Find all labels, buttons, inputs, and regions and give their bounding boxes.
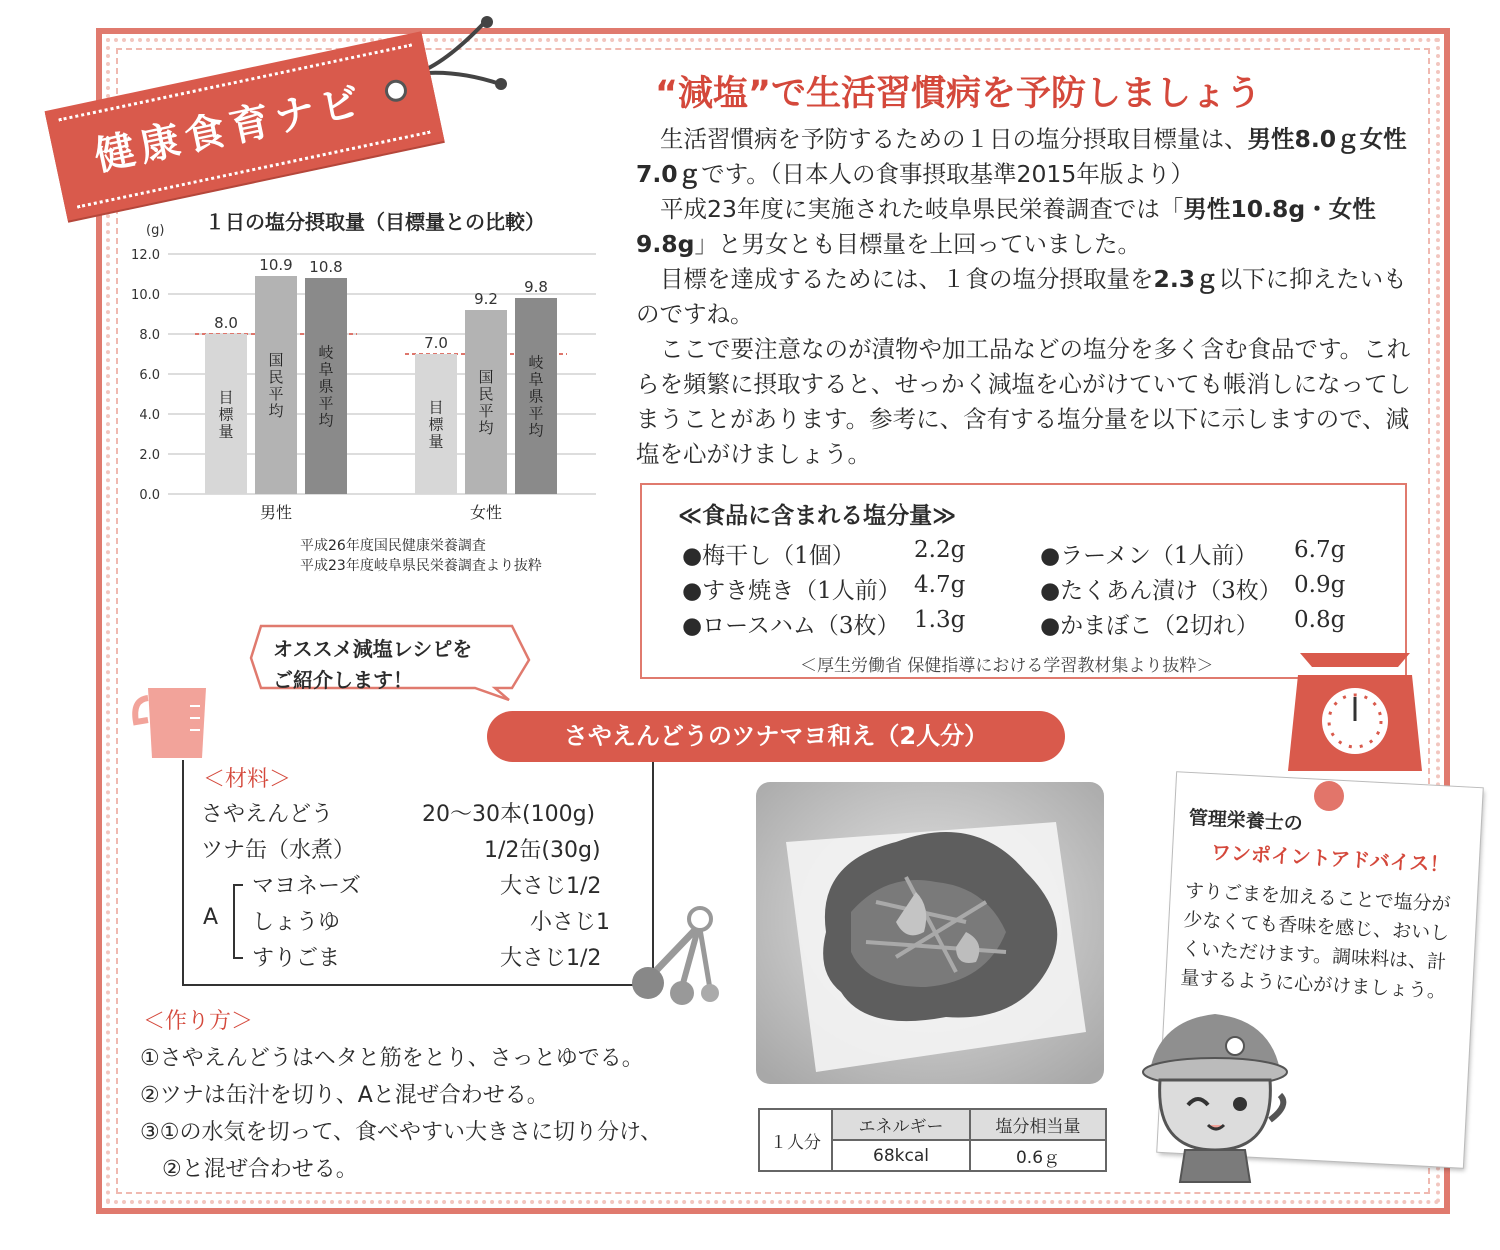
food-item: ●ラーメン（1人前） xyxy=(1040,543,1258,569)
data-label: 8.0 xyxy=(214,314,238,332)
salt-intake-chart xyxy=(120,218,610,528)
y-tick-label: 10.0 xyxy=(131,288,160,303)
series-name-label: 平 xyxy=(528,404,544,423)
series-name-label: 県 xyxy=(318,377,334,396)
series-name-label: 国 xyxy=(268,351,284,369)
series-name-label: 岐 xyxy=(318,343,334,362)
food-item-value: 1.3g xyxy=(914,607,966,633)
ingredient-qty: 20〜30本(100g) xyxy=(422,802,596,827)
food-item: ●すき焼き（1人前） xyxy=(682,578,901,604)
recipe-title: さやえんどうのツナマヨ和え（2人分） xyxy=(487,711,1065,762)
method-steps xyxy=(140,1040,662,1188)
series-name-label: 平 xyxy=(478,402,494,420)
serving-label: １人分 xyxy=(759,1109,832,1171)
x-category-label: 女性 xyxy=(469,503,503,522)
data-label: 9.8 xyxy=(524,278,548,296)
nutrition-table xyxy=(758,1108,1107,1172)
y-tick-label: 4.0 xyxy=(139,408,160,423)
series-name-label: 岐 xyxy=(528,353,544,372)
y-tick-label: 2.0 xyxy=(139,448,160,463)
food-item: ●たくあん漬け（3枚） xyxy=(1040,578,1282,604)
step: ②と混ぜ合わせる。 xyxy=(140,1157,358,1182)
mascot-fox-icon xyxy=(1130,1000,1300,1185)
data-label: 7.0 xyxy=(424,334,448,352)
food-item-value: 4.7g xyxy=(914,572,966,598)
series-name-label: 国 xyxy=(478,368,494,386)
series-name-label: 均 xyxy=(528,421,544,440)
food-item-value: 2.2g xyxy=(914,537,966,563)
salt-value: 0.6ｇ xyxy=(970,1140,1106,1171)
y-tick-label: 0.0 xyxy=(139,488,160,503)
intro-text: 生活習慣病を予防するための１日の塩分摂取目標量は、男性8.0ｇ女性7.0ｇです。（日本人の食事摂取基準2015年版より） 平成23年度に実施された岐阜県民栄養調査では「男性10.8g・女性9.8g」と男女とも目標量を上回っていました。 目標を達成するためには、１食の塩分摂取量を2.3ｇ以下に抑えたいものですね。 ここで要注意なのが漬物や加工品などの塩分を多く含む食品です。これらを頻繁に摂取すると、せっかく減塩を心がけていても帳消しになってしまうことがあります。参考に、含有する塩分量を以下に示しますので、減塩を心がけましょう。 xyxy=(636,125,1412,468)
series-name-label: 阜 xyxy=(318,360,334,379)
y-axis-unit: (g) xyxy=(146,223,165,238)
ingredient-qty: 大さじ1/2 xyxy=(500,874,602,899)
tag-title: 健康食育ナビ xyxy=(90,77,371,181)
advice-body: すりごまを加えることで塩分が少なくても香味を感じ、おいしくいただけます。調味料は、計量するように心がけましょう。 xyxy=(1179,879,1452,1003)
food-item-value: 0.8g xyxy=(1294,607,1346,633)
series-name-label: 目 xyxy=(218,388,234,407)
series-name-label: 目 xyxy=(428,398,444,417)
series-name-label: 標 xyxy=(218,405,234,424)
y-tick-label: 8.0 xyxy=(139,328,160,343)
food-box-note: ＜厚生労働省 保健指導における学習教材集より抜粋＞ xyxy=(800,656,1214,676)
data-label: 10.8 xyxy=(309,258,343,276)
measuring-spoons-icon xyxy=(630,905,725,1007)
ingredient-qty: 大さじ1/2 xyxy=(500,946,602,971)
food-item: ●かまぼこ（2切れ） xyxy=(1040,613,1259,639)
series-name-label: 平 xyxy=(318,394,334,413)
chart-title: １日の塩分摂取量（目標量との比較） xyxy=(205,210,545,234)
y-tick-label: 6.0 xyxy=(139,368,160,383)
series-name-label: 均 xyxy=(478,419,494,437)
series-name-label: 均 xyxy=(268,402,284,420)
series-name-label: 阜 xyxy=(528,370,544,389)
food-box-title: ≪食品に含まれる塩分量≫ xyxy=(678,503,957,529)
ingredient-name: マヨネーズ xyxy=(252,874,361,899)
food-item: ●ロースハム（3枚） xyxy=(682,613,900,639)
kitchen-scale-icon xyxy=(1280,643,1430,775)
chart-source: 平成26年度国民健康栄養調査 平成23年度岐阜県民栄養調査より抜粋 xyxy=(300,538,542,574)
ingredient-name: さやえんどう xyxy=(201,802,334,827)
series-name-label: 量 xyxy=(218,422,234,441)
data-label: 10.9 xyxy=(259,256,293,274)
series-name-label: 平 xyxy=(268,385,284,403)
group-bracket xyxy=(233,884,243,959)
bubble-text: オススメ減塩レシピを ご紹介します！ xyxy=(273,637,473,692)
food-item-value: 6.7g xyxy=(1294,537,1346,563)
series-name-label: 標 xyxy=(428,415,444,434)
headline: “減塩”で生活習慣病を予防しましょう xyxy=(655,74,1262,114)
advice-subtitle: ワンポイントアドバイス！ xyxy=(1210,840,1451,877)
food-item-value: 0.9g xyxy=(1294,572,1346,598)
ingredient-qty: 小さじ1 xyxy=(530,910,610,935)
measuring-cup-icon xyxy=(130,682,215,762)
step: ③①の水気を切って、食べやすい大きさに切り分け、 xyxy=(140,1120,663,1145)
step: ②ツナは缶汁を切り、Aと混ぜ合わせる。 xyxy=(140,1083,549,1108)
pin-icon xyxy=(1314,781,1344,811)
group-label: A xyxy=(203,905,219,930)
step: ①さやえんどうはヘタと筋をとり、さっとゆでる。 xyxy=(140,1046,644,1071)
food-item: ●梅干し（1個） xyxy=(682,543,855,569)
y-tick-label: 12.0 xyxy=(131,248,160,263)
series-name-label: 県 xyxy=(528,387,544,406)
ingredient-name: しょうゆ xyxy=(252,910,341,935)
method-label: ＜作り方＞ xyxy=(143,1009,254,1034)
series-name-label: 民 xyxy=(478,385,494,403)
salt-label: 塩分相当量 xyxy=(970,1109,1106,1140)
advice-title: 管理栄養士の xyxy=(1188,806,1304,835)
series-name-label: 民 xyxy=(268,368,284,386)
ingredients-label: ＜材料＞ xyxy=(203,767,292,792)
ingredient-name: ツナ缶（水煮） xyxy=(201,838,356,863)
ingredient-qty: 1/2缶(30g) xyxy=(484,838,601,863)
dish-photo xyxy=(756,782,1104,1084)
tag-hole-icon xyxy=(383,78,409,104)
x-category-label: 男性 xyxy=(259,503,293,522)
series-name-label: 量 xyxy=(428,432,444,451)
ingredient-name: すりごま xyxy=(252,946,341,971)
series-name-label: 均 xyxy=(318,411,334,430)
energy-label: エネルギー xyxy=(832,1109,970,1140)
data-label: 9.2 xyxy=(474,290,498,308)
energy-value: 68kcal xyxy=(832,1140,970,1171)
